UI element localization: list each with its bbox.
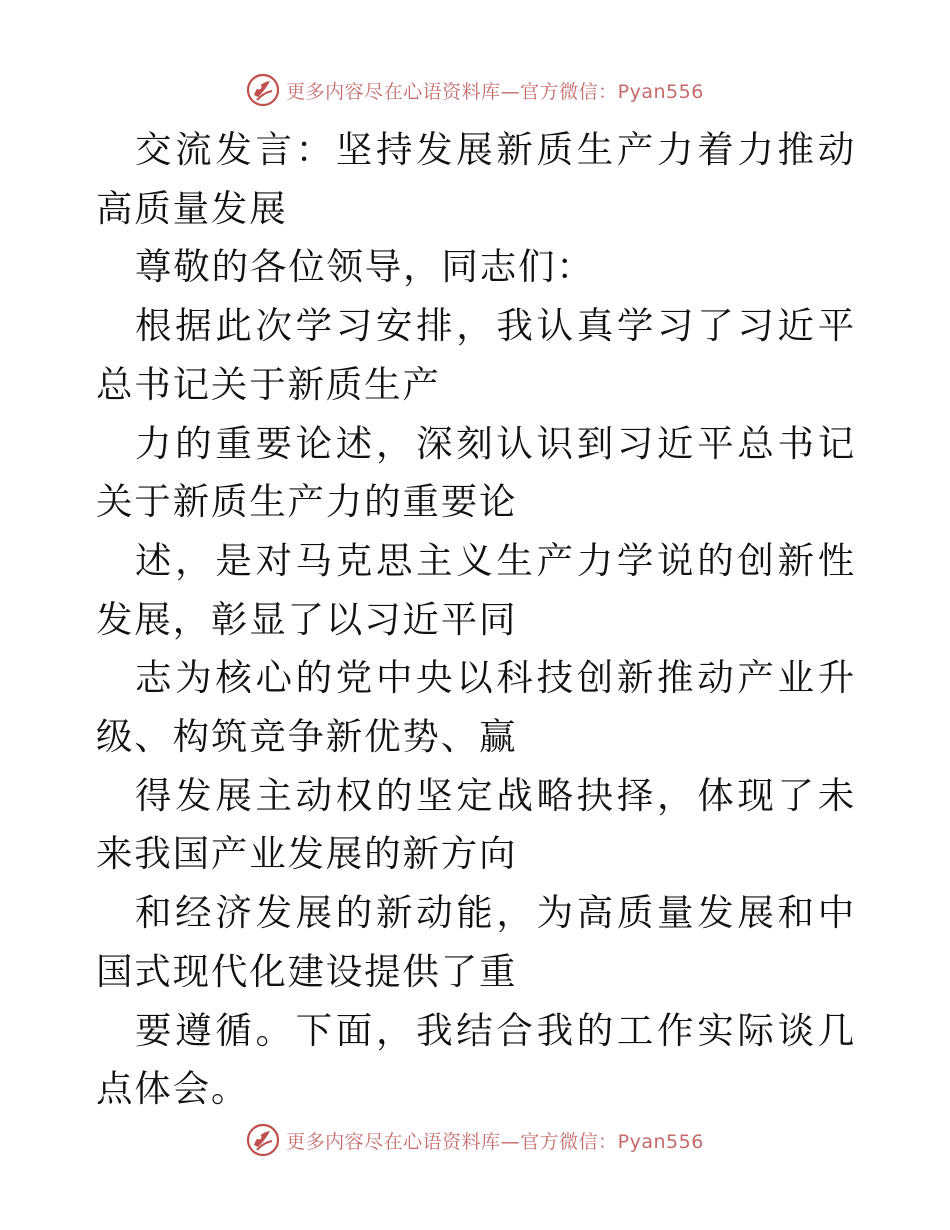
watermark-text: 更多内容尽在心语资料库—官方微信：Pyan556 [286,1130,704,1153]
lotus-pen-logo-icon [246,1123,280,1157]
header-watermark-banner [0,70,950,110]
body-paragraph: 和经济发展的新动能，为高质量发展和中国式现代化建设提供了重 [96,891,856,993]
body-paragraph: 力的重要论述，深刻认识到习近平总书记关于新质生产力的重要论 [96,421,856,524]
body-paragraph: 述，是对马克思主义生产力学说的创新性发展，彰显了以习近平同 [96,538,856,641]
salutation: 尊敬的各位领导，同志们： [135,245,595,289]
watermark-text: 更多内容尽在心语资料库—官方微信：Pyan556 [286,80,704,103]
body-paragraph: 根据此次学习安排，我认真学习了习近平总书记关于新质生产 [96,304,856,406]
body-paragraph: 要遵循。下面，我结合我的工作实际谈几点体会。 [96,1008,856,1111]
lotus-pen-logo-icon [246,73,280,107]
footer-watermark-banner [0,1120,950,1160]
body-paragraph: 得发展主动权的坚定战略抉择，体现了未来我国产业发展的新方向 [96,773,856,876]
body-paragraph: 志为核心的党中央以科技创新推动产业升级、构筑竞争新优势、赢 [96,656,856,759]
document-title: 交流发言：坚持发展新质生产力着力推动高质量发展 [96,128,856,230]
document-body [96,121,856,1119]
